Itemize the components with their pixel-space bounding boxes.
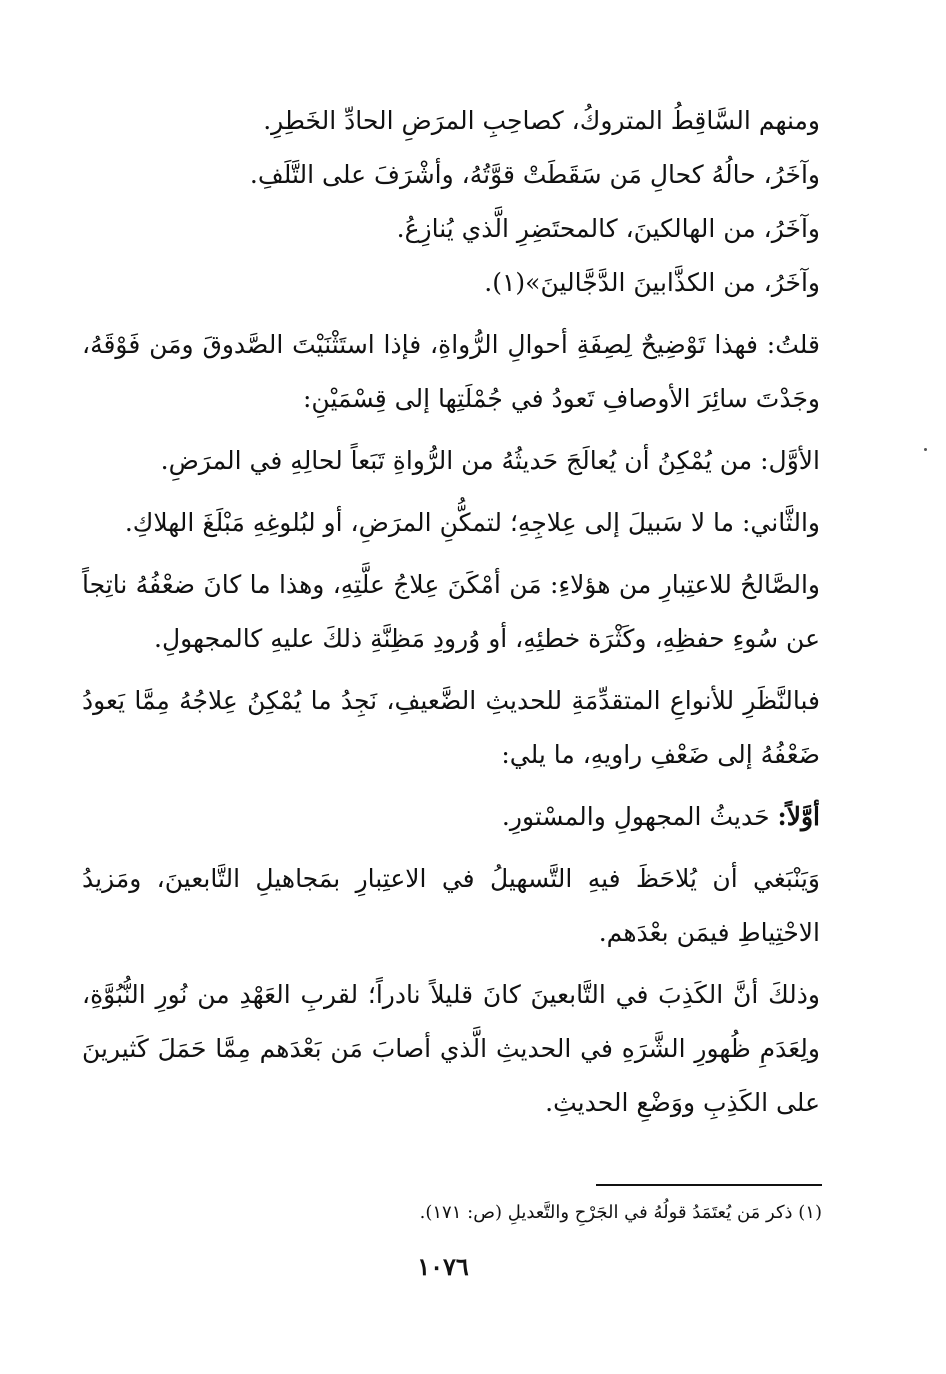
main-text: [82, 94, 820, 1130]
paragraph-weak-strength: وآخَرُ، حالُهُ كحالِ مَن سَقَطَتْ قوَّتُهُ، وأشْرَفَ على التَّلَفِ.: [249, 160, 820, 189]
paragraph-salih-lil-itibar: والصَّالحُ للاعتِبارِ من هؤلاءِ: مَن أمْكَنَ عِلاجُ علَّتِهِ، وهذا ما كانَ ضعْفُهُ ناتِجاً عن سُوءِ حفظِهِ، وكَثْرَة خطئِهِ، أو وُرودِ مَظِنَّةِ ذلكَ عليهِ كالمجهولِ.: [82, 570, 820, 653]
section-heading-lead: أوَّلاً:: [777, 802, 820, 831]
paragraph-kadhdhabin: وآخَرُ، من الكذَّابينَ الدَّجَّالينَ»(١).: [484, 268, 820, 297]
margin-speck: [924, 448, 927, 451]
paragraph-first-category: الأوَّل: من يُمْكِنُ أن يُعالَجَ حَديثُهُ من الرُّواةِ تَبَعاً لحالِهِ في المرَضِ.: [160, 446, 820, 475]
section-heading: [82, 790, 820, 844]
paragraph-qultu: قلتُ: فهذا تَوْضِيحٌ لِصِفَةِ أحوالِ الرُّواةِ، فإذا استَثْنَيْتَ الصَّدوقَ ومَن فَوْقَهُ، وجَدْتَ سائِرَ الأوصافِ تَعودُ في جُمْلَتِها إلى قِسْمَيْنِ:: [82, 330, 820, 413]
paragraph-second-category: والثَّاني: ما لا سَبيلَ إلى عِلاجِهِ؛ لتمكُّنِ المرَضِ، أو لبُلوغِهِ مَبْلَغَ الهلاكِ.: [124, 508, 820, 537]
paragraph-tashil: وَيَنْبَغي أن يُلاحَظَ فيهِ التَّسهيلُ في الاعتِبارِ بمَجاهيلِ التَّابعينَ، ومَزيدُ الاحْتِياطِ فيمَن بعْدَهم.: [82, 864, 820, 947]
page-number: ١٠٧٦: [417, 1252, 469, 1281]
paragraph-bil-nazar: فبالنَّظَرِ للأنواعِ المتقدِّمَةِ للحديثِ الضَّعيفِ، نَجِدُ ما يُمْكِنُ عِلاجُهُ مِمَّا يَعودُ ضَعْفُهُ إلى ضَعْفِ راويهِ، ما يلي:: [82, 686, 820, 769]
paragraph-matruk: ومنهم السَّاقِطُ المتروكُ، كصاحِبِ المرَضِ الحادِّ الخَطِرِ.: [263, 106, 820, 135]
footnote-divider: [596, 1184, 822, 1186]
footnote: (١) ذكر مَن يُعتَمَدُ قولُهُ في الجَرْحِ والتَّعديلِ (ص: ١٧١).: [419, 1202, 822, 1223]
section-heading-title: حَديثُ المجهولِ والمسْتورِ.: [501, 802, 778, 831]
paragraph-dhalika: وذلكَ أنَّ الكَذِبَ في التَّابعينَ كانَ قليلاً نادراً؛ لقربِ العَهْدِ من نُورِ النُّبُوَّةِ، ولِعَدَمِ ظُهورِ الشَّرَهِ في الحديثِ الَّذي أصابَ مَن بَعْدَهم مِمَّا حَمَلَ كَثيرينَ على الكَذِبِ ووَضْعِ الحديثِ.: [82, 980, 820, 1117]
paragraph-halikin: وآخَرُ، من الهالكينَ، كالمحتَضِرِ الَّذي يُنازِعُ.: [396, 214, 820, 243]
